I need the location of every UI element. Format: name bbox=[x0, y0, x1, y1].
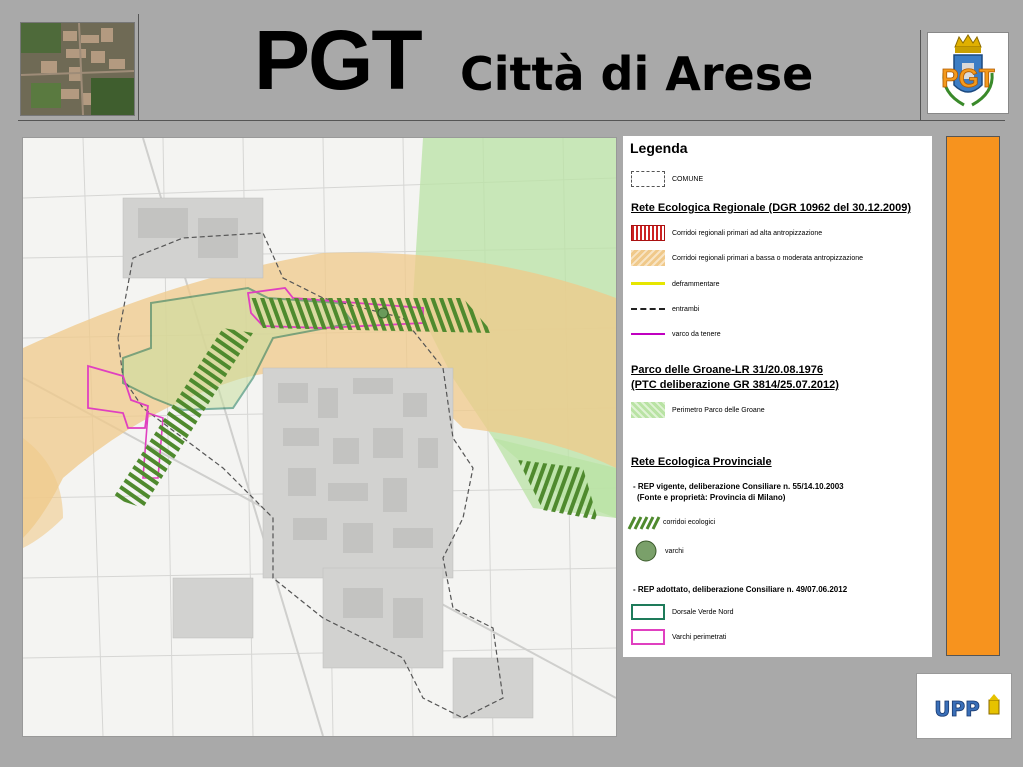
legend-item-varchi: varchi bbox=[635, 542, 684, 560]
rep-vigente-line2: (Fonte e proprietà: Provincia di Milano) bbox=[637, 493, 786, 502]
rep-vigente-line1: - REP vigente, deliberazione Consiliare n. 55/14.10.2003 bbox=[633, 482, 844, 491]
legend-section-rer: Rete Ecologica Regionale (DGR 10962 del 30.12.2009) bbox=[631, 202, 912, 214]
map-legend bbox=[623, 136, 932, 657]
legend-item-parco: Perimetro Parco delle Groane bbox=[631, 401, 765, 419]
header-divider-left bbox=[138, 14, 139, 120]
legend-item-corridoi: corridoi ecologici bbox=[627, 513, 715, 531]
legend-section-rep: Rete Ecologica Provinciale bbox=[631, 456, 772, 468]
legend-item-entrambi: entrambi bbox=[631, 300, 699, 318]
legend-item-varco-tenere: varco da tenere bbox=[631, 325, 721, 343]
legend-item-comune: COMUNE bbox=[631, 170, 703, 188]
comune-symbol bbox=[631, 171, 665, 187]
header-divider-right bbox=[920, 30, 921, 120]
pgt-logo bbox=[927, 32, 1009, 114]
dorsale-symbol bbox=[631, 604, 665, 620]
corridoio-ecologico-north bbox=[248, 298, 493, 333]
legend-item-varchi-perimetrati: Varchi perimetrati bbox=[631, 628, 726, 646]
high-corridor-symbol bbox=[631, 225, 665, 241]
legend-item-dorsale: Dorsale Verde Nord bbox=[631, 603, 733, 621]
legend-item-rer-low: Corridoi regionali primari a bassa o moderata antropizzazione bbox=[631, 249, 863, 267]
parco-symbol bbox=[631, 402, 665, 418]
orange-side-panel bbox=[946, 136, 1000, 656]
aerial-photo-thumbnail bbox=[20, 22, 135, 116]
deframmentare-symbol bbox=[631, 276, 665, 292]
header-divider-bottom bbox=[18, 120, 1005, 121]
legend-item-rer-high: Corridoi regionali primari ad alta antropizzazione bbox=[631, 224, 822, 242]
legend-section-parco-1: Parco delle Groane-LR 31/20.08.1976 bbox=[631, 364, 823, 376]
entrambi-symbol bbox=[631, 301, 665, 317]
legend-item-deframmentare: deframmentare bbox=[631, 275, 719, 293]
rep-adottato-line: - REP adottato, deliberazione Consiliare n. 49/07.06.2012 bbox=[633, 585, 848, 594]
legend-section-parco-2: (PTC deliberazione GR 3814/25.07.2012) bbox=[631, 379, 839, 391]
varco-circle bbox=[378, 308, 388, 318]
map-panel bbox=[22, 137, 617, 737]
low-corridor-symbol bbox=[631, 250, 665, 266]
varchi-perimetrati-symbol bbox=[631, 629, 665, 645]
upp-logo bbox=[916, 673, 1012, 739]
varco-tenere-symbol bbox=[631, 326, 665, 342]
legend-title: Legenda bbox=[630, 140, 688, 156]
varchi-symbol bbox=[635, 540, 657, 562]
page-title bbox=[250, 10, 870, 110]
title-pgt: PGT bbox=[254, 13, 421, 107]
map-canvas bbox=[23, 138, 616, 736]
pgt-logo-text: PGT bbox=[941, 63, 995, 93]
corridoi-symbol bbox=[627, 514, 661, 530]
title-city: Città di Arese bbox=[460, 47, 814, 101]
upp-logo-text: UPP bbox=[934, 697, 980, 721]
